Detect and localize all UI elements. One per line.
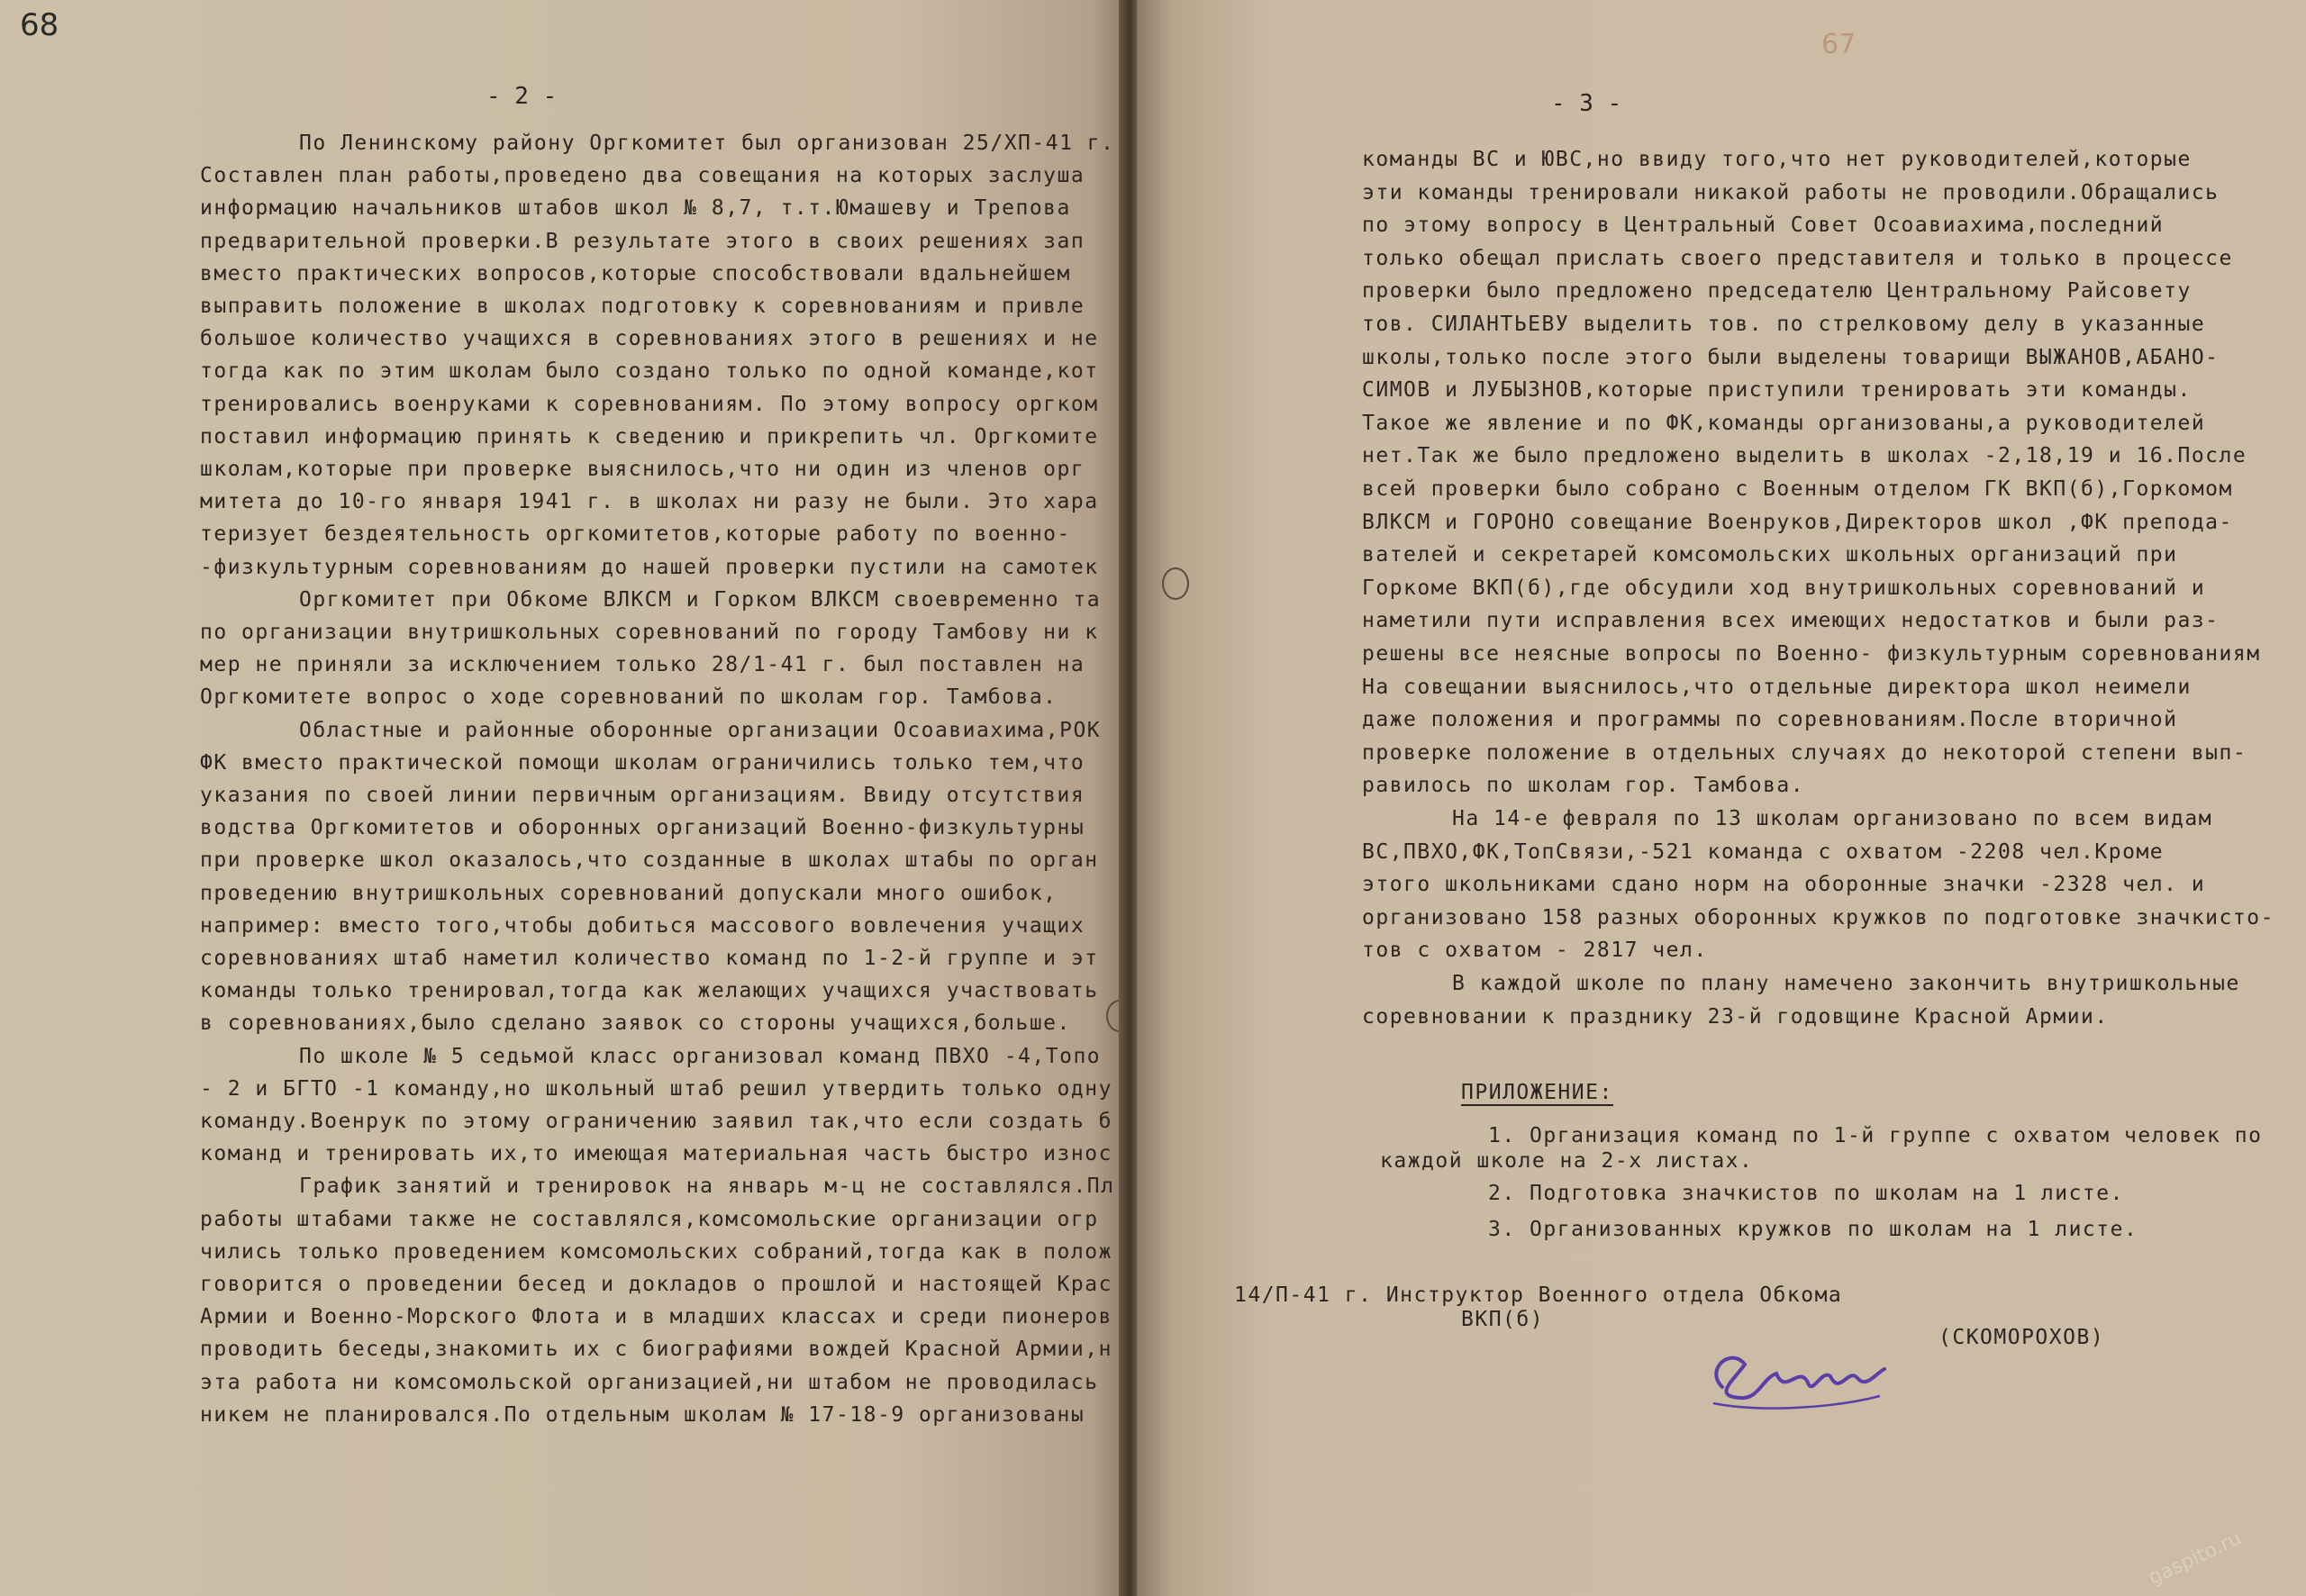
text-line: Горкоме ВКП(б),где обсудили ход внутришкольных соревнований и xyxy=(1362,576,2206,600)
text-line: чились только проведением комсомольских собраний,тогда как в полож xyxy=(200,1239,1112,1264)
signature-line-2: ВКП(б) xyxy=(1461,1308,1545,1331)
text-line: школы,только после этого были выделены товарищи ВЫЖАНОВ,АБАНО- xyxy=(1362,345,2220,369)
text-line: работы штабами также не составлялся,комсомольские организации огр xyxy=(200,1207,1099,1231)
text-line: в соревнованиях,было сделано заявок со стороны учащихся,больше. xyxy=(200,1011,1071,1036)
text-line: выправить положение в школах подготовку к соревнованиям и привле xyxy=(200,295,1085,318)
text-line: Армии и Военно-Морского Флота и в младших классах и среди пионеров xyxy=(200,1305,1112,1329)
appendix-item: 1. Организация команд по 1-й группе с охватом человек по xyxy=(1488,1124,2263,1147)
text-line: организовано 158 разных оборонных кружков по подготовке значкисто- xyxy=(1362,905,2274,929)
text-line: команды только тренировал,тогда как желающих учащихся участвовать xyxy=(200,979,1099,1003)
text-line: вместо практических вопросов,которые способствовали вдальнейшем xyxy=(200,261,1071,286)
text-line: команду.Военрук по этому ограничению заявил так,что если создать б xyxy=(200,1110,1112,1133)
text-line: указания по своей линии первичным организациям. Ввиду отсутствия xyxy=(200,784,1085,807)
appendix-title: ПРИЛОЖЕНИЕ: xyxy=(1461,1081,1613,1104)
text-line: ВС,ПВХО,ФК,ТопСвязи,-521 команда с охватом -2208 чел.Кроме xyxy=(1362,839,2165,864)
text-line: нет.Так же было предложено выделить в школах -2,18,19 и 16.После xyxy=(1362,444,2247,468)
right-page-number: - 3 - xyxy=(1551,90,1622,117)
text-line: при проверке школ оказалось,что созданные в школах штабы по орган xyxy=(200,848,1099,873)
text-line: Составлен план работы,проведено два совещания на которых заслуша xyxy=(200,164,1085,188)
text-line: говорится о проведении бесед и докладов о прошлой и настоящей Крас xyxy=(200,1273,1112,1296)
text-line: только обещал прислать своего представителя и только в процессе xyxy=(1362,246,2233,270)
text-line: - 2 и БГТО -1 команду,но школьный штаб решил утвердить только одну xyxy=(200,1076,1112,1101)
text-line: проведению внутришкольных соревнований допускали много ошибок, xyxy=(200,881,1058,905)
left-page-number: - 2 - xyxy=(486,83,558,110)
text-line: СИМОВ и ЛУБЫЗНОВ,которые приступили тренировать эти команды. xyxy=(1362,378,2192,403)
appendix-item: 2. Подготовка значкистов по школам на 1 листе. xyxy=(1488,1182,2124,1205)
watermark: gaspito.ru xyxy=(2145,1527,2246,1590)
archive-number: 68 xyxy=(20,7,59,43)
text-line: По школе № 5 седьмой класс организовал команд ПВХО -4,Топо xyxy=(299,1044,1102,1068)
signature-line: 14/П-41 г. Инструктор Военного отдела Обкома xyxy=(1234,1283,1843,1307)
text-line: равилось по школам гор. Тамбова. xyxy=(1362,774,1805,798)
text-line: тогда как по этим школам было создано только по одной команде,кот xyxy=(200,359,1099,384)
text-line: ВЛКСМ и ГОРОНО совещание Военруков,Директоров школ ,ФК препода- xyxy=(1362,510,2233,534)
handwritten-signature xyxy=(1695,1333,1893,1423)
text-line: по организации внутришкольных соревнований по городу Тамбову ни к xyxy=(200,621,1099,644)
text-line: большое количество учащихся в соревнованиях этого в решениях и не xyxy=(200,327,1099,351)
text-line: никем не планировался.По отдельным школам № 17-18-9 организованы xyxy=(200,1402,1085,1427)
left-page xyxy=(0,0,1126,1596)
text-line: По Ленинскому району Оргкомитет был организован 25/ХП-41 г. xyxy=(299,131,1115,155)
text-line: Оргкомитете вопрос о ходе соревнований по школам гор. Тамбова. xyxy=(200,685,1058,710)
appendix-item: каждой школе на 2-х листах. xyxy=(1380,1149,1754,1173)
text-line: -физкультурным соревнованиям до нашей проверки пустили на самотек xyxy=(200,555,1099,579)
text-line: решены все неясные вопросы по Военно- физкультурным соревнованиям xyxy=(1362,642,2261,666)
appendix-item: 3. Организованных кружков по школам на 1 листе. xyxy=(1488,1218,2138,1241)
text-line: эта работа ни комсомольской организацией,ни штабом не проводилась xyxy=(200,1370,1099,1394)
text-line: предварительной проверки.В результате этого в своих решениях зап xyxy=(200,229,1085,253)
text-line: соревнованиях штаб наметил количество команд по 1-2-й группе и эт xyxy=(200,947,1099,970)
right-page xyxy=(1137,0,2306,1596)
text-line: мер не приняли за исключением только 28/1-41 г. был поставлен на xyxy=(200,653,1085,677)
text-line: тренировались военруками к соревнованиям. По этому вопросу оргком xyxy=(200,392,1099,416)
text-line: школам,которые при проверке выяснилось,что ни один из членов орг xyxy=(200,458,1085,481)
text-line: Областные и районные оборонные организации Осоавиахима,РОК xyxy=(299,718,1102,742)
text-line: проверке положение в отдельных случаях до некоторой степени вып- xyxy=(1362,740,2247,765)
text-line: поставил информацию принять к сведению и прикрепить чл. Оргкомите xyxy=(200,424,1099,449)
text-line: тов с охватом - 2817 чел. xyxy=(1362,939,1708,963)
signer-name: (СКОМОРОХОВ) xyxy=(1938,1326,2105,1349)
text-line: команды ВС и ЮВС,но ввиду того,что нет руководителей,которые xyxy=(1362,148,2192,171)
text-line: Оргкомитет при Обкоме ВЛКСМ и Горком ВЛКСМ своевременно та xyxy=(299,587,1102,612)
text-line: вателей и секретарей комсомольских школьных организаций при xyxy=(1362,543,2178,567)
text-line: В каждой школе по плану намечено закончить внутришкольные xyxy=(1452,972,2240,995)
text-line: эти команды тренировали никакой работы не проводили.Обращались xyxy=(1362,180,2220,204)
text-line: На совещании выяснилось,что отдельные директора школ неимели xyxy=(1362,675,2192,699)
text-line: На 14-е февраля по 13 школам организовано по всем видам xyxy=(1452,807,2213,830)
text-line: проводить беседы,знакомить их с биографиями вождей Красной Армии,н xyxy=(200,1338,1112,1362)
text-line: даже положения и программы по соревнованиям.После вторичной xyxy=(1362,708,2178,732)
text-line: соревновании к празднику 23-й годовщине Красной Армии. xyxy=(1362,1004,2109,1029)
text-line: проверки было предложено председателю Центральному Райсовету xyxy=(1362,279,2192,304)
text-line: тов. СИЛАНТЬЕВУ выделить тов. по стрелковому делу в указанные xyxy=(1362,313,2206,336)
text-line: наметили пути исправления всех имеющих недостатков и были раз- xyxy=(1362,609,2220,633)
text-line: информацию начальников штабов школ № 8,7, т.т.Юмашеву и Трепова xyxy=(200,196,1071,221)
text-line: например: вместо того,чтобы добиться массового вовлечения учащих xyxy=(200,913,1085,938)
text-line: митета до 10-го января 1941 г. в школах ни разу не были. Это хара xyxy=(200,490,1099,514)
text-line: этого школьниками сдано норм на оборонные значки -2328 чел. и xyxy=(1362,873,2206,897)
text-line: График занятий и тренировок на январь м-ц не составлялся.Пл xyxy=(299,1174,1115,1199)
text-line: по этому вопросу в Центральный Совет Осоавиахима,последний xyxy=(1362,213,2165,238)
text-line: Такое же явление и по ФК,команды организованы,а руководителей xyxy=(1362,411,2206,435)
text-line: теризует бездеятельность оргкомитетов,которые работу по военно- xyxy=(200,522,1071,547)
text-line: всей проверки было собрано с Военным отделом ГК ВКП(б),Горкомом xyxy=(1362,477,2233,501)
faint-page-number: 67 xyxy=(1821,29,1857,60)
text-line: ФК вместо практической помощи школам ограничились только тем,что xyxy=(200,750,1085,775)
text-line: команд и тренировать их,то имеющая материальная часть быстро износ xyxy=(200,1142,1112,1166)
binding-hole xyxy=(1162,567,1189,600)
text-line: водства Оргкомитетов и оборонных организаций Военно-физкультурны xyxy=(200,816,1085,840)
